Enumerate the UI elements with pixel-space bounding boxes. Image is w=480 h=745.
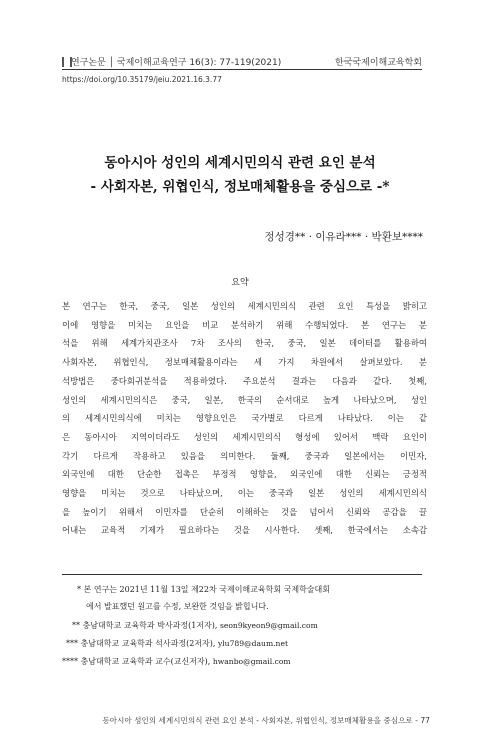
footnote-3-email[interactable]: ylu789@daum.net [217,639,288,648]
author-list: 정성경** · 이유라*** · 박환보**** [264,231,423,243]
abstract-line: 석방법은 중다회귀분석을 적용하였다. 주요분석 결과는 다음과 같다. 첫째, [62,375,427,386]
abstract-line: 사회자본, 위협인식, 정보매체활용이라는 세 가지 차원에서 살펴보았다. 분 [62,357,427,368]
footnote-4 [62,656,291,667]
journal-header [62,55,422,69]
abstract-line: 석을 위해 세계가치관조사 7차 조사의 한국, 중국, 일본 데이터를 활용하여 [62,338,427,349]
footnote-2 [72,620,318,631]
footnote-3 [66,638,288,649]
journal-citation: 연구논문 │ 국제이해교육연구 16(3): 77-119(2021) [71,58,282,68]
abstract-heading: 요약 [231,278,249,288]
paper-subtitle: - 사회자본, 위협인식, 정보매체활용을 중심으로 -* [90,179,390,195]
footnote-4-email[interactable]: hwanbo@gmail.com [212,657,291,666]
footnote-1-line-2: 에서 발표했던 원고를 수정, 보완한 것임을 밝힙니다. [86,602,269,611]
page-footer: 동아시아 성인의 세계시민의식 관련 요인 분석 - 사회자본, 위협인식, 정보매체활용을 중심으로 - 77 [102,716,430,725]
footnote-rule [62,574,422,575]
abstract-line: 성인의 세계시민의식은 중국, 일본, 한국의 순서대로 높게 나타났으며, 성인 [62,394,427,405]
footnote-2-text: ** 충남대학교 교육학과 박사과정(1저자), [72,621,220,630]
abstract-line: 외국인에 대한 단순한 접촉은 부정적 영향을, 외국인에 대한 신뢰는 긍정적 [62,469,427,480]
abstract-line: 이에 영향을 미치는 요인을 비교 분석하기 위해 수행되었다. 본 연구는 분 [62,319,427,330]
footnote-3-text: *** 충남대학교 교육학과 석사과정(2저자), [66,639,218,648]
doi-link[interactable]: https://doi.org/10.35179/jeiu.2021.16.3.77 [62,75,222,84]
abstract-line: 의 세계시민의식에 미치는 영향요인은 국가별로 다르게 나타났다. 이는 같 [62,413,427,424]
abstract-line: 을 높이기 위해서 이민자를 단순히 이해하는 것을 넘어서 신뢰와 공감을 끌 [62,506,427,517]
abstract-line: 어내는 교육적 기제가 필요하다는 것을 시사한다. 셋째, 한국에서는 소속감 [62,525,427,536]
footnote-4-text: **** 충남대학교 교육학과 교수(교신저자), [62,657,213,666]
abstract-line: 본 연구는 한국, 중국, 일본 성인의 세계시민의식 관련 요인 특성을 밝히고 [62,301,427,311]
abstract-line: 영향을 미치는 것으로 나타났으며, 이는 중국과 일본 성인의 세계시민의식 [62,488,427,499]
abstract-line: 각기 다르게 작용하고 있음을 의미한다. 둘째, 중국과 일본에서는 이민자, [62,450,427,461]
paper-title: 동아시아 성인의 세계시민의식 관련 요인 분석 [104,155,376,171]
society-name: 한국국제이해교육학회 [335,58,422,68]
abstract-body [62,297,427,540]
footnote-1-line-1: * 본 연구는 2021년 11월 13일 제22차 국제이해교육학회 국제학술대회 [77,585,330,594]
abstract-line: 은 동아시아 지역이더라도 성인의 세계시민의식 형성에 있어서 맥락 요인이 [62,431,427,442]
footnote-2-email[interactable]: seon9kyeon9@gmail.com [219,621,318,630]
header-rule [62,69,422,70]
